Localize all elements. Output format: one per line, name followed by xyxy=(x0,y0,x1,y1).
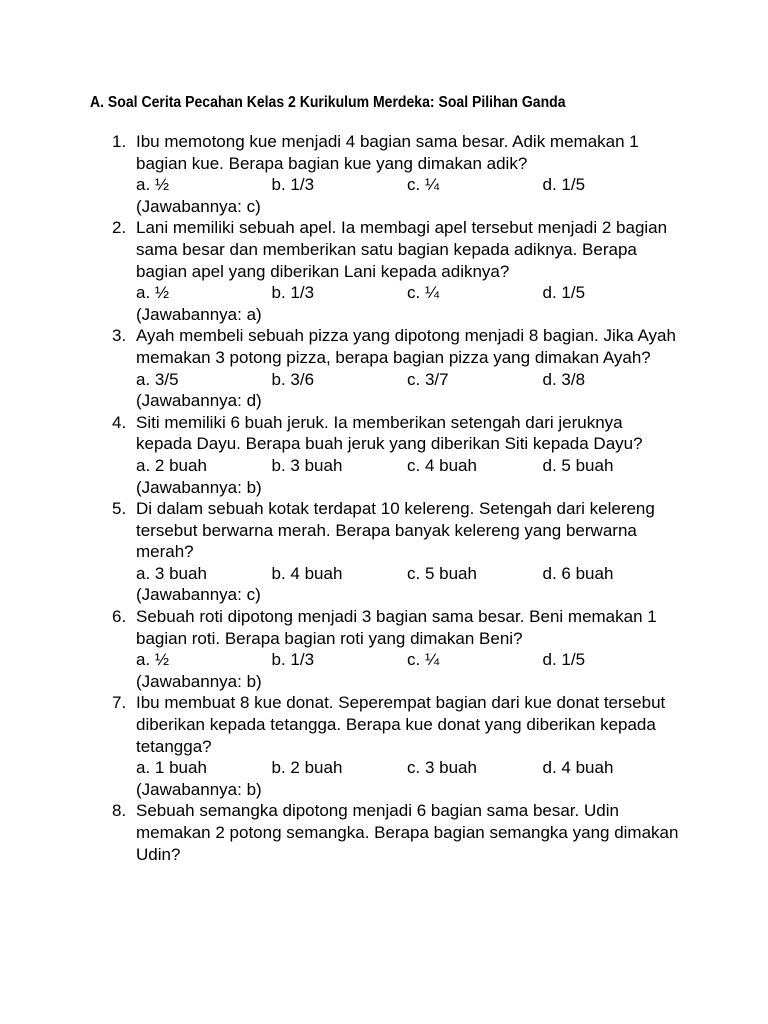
question-text: Ibu membuat 8 kue donat. Seperempat bagian dari kue donat tersebut diberikan kepada tetangga. Berapa kue donat yang diberikan kepada tetangga? xyxy=(136,693,666,756)
question-number: 6. xyxy=(112,607,127,627)
answer-options xyxy=(136,563,682,585)
question-text: Siti memiliki 6 buah jeruk. Ia memberikan setengah dari jeruknya kepada Dayu. Berapa buah jeruk yang diberikan Siti kepada Dayu? xyxy=(136,412,643,454)
question-number: 5. xyxy=(112,499,127,519)
question-text: Ibu memotong kue menjadi 4 bagian sama besar. Adik memakan 1 bagian kue. Berapa bagian kue yang dimakan adik? xyxy=(136,132,639,173)
answer-option: d. 3/8 xyxy=(542,369,586,389)
question-number: 4. xyxy=(112,412,127,432)
answer-options xyxy=(136,369,682,391)
question-number: 8. xyxy=(112,801,127,821)
answer-option: b. 3 buah xyxy=(271,455,343,475)
answer-option: c. 3/7 xyxy=(407,369,449,389)
answer-option: d. 1/5 xyxy=(542,283,586,303)
answer-options xyxy=(136,757,682,779)
answer-option: c. ¼ xyxy=(407,650,440,670)
answer-option: a. 1 buah xyxy=(136,758,207,778)
answer-option: c. 5 buah xyxy=(407,563,477,583)
answer-option: a. 3 buah xyxy=(136,563,207,583)
answer-option: c. 3 buah xyxy=(407,758,477,778)
question-number: 1. xyxy=(112,132,127,151)
answer-options xyxy=(136,282,682,304)
answer-option: b. 1/3 xyxy=(271,650,315,670)
answer-key: (Jawabannya: c) xyxy=(136,585,261,605)
answer-option: d. 4 buah xyxy=(542,758,614,778)
question-item xyxy=(112,412,682,498)
answer-option: a. ½ xyxy=(136,175,170,195)
answer-option: d. 5 buah xyxy=(542,455,614,475)
question-text: Ayah membeli sebuah pizza yang dipotong menjadi 8 bagian. Jika Ayah memakan 3 potong pizza, berapa bagian pizza yang dimakan Ayah? xyxy=(136,326,676,367)
answer-option: b. 1/3 xyxy=(271,283,315,303)
question-text: Di dalam sebuah kotak terdapat 10 kelereng. Setengah dari kelereng tersebut berwarna merah. Berapa banyak kelereng yang berwarna merah? xyxy=(136,499,655,562)
question-item xyxy=(112,131,682,217)
question-item xyxy=(112,325,682,411)
answer-option: c. ¼ xyxy=(407,175,440,195)
answer-option: d. 1/5 xyxy=(542,175,586,195)
question-number: 2. xyxy=(112,218,127,238)
answer-key: (Jawabannya: b) xyxy=(136,779,262,799)
answer-options xyxy=(136,649,682,671)
question-item xyxy=(112,217,682,325)
answer-option: a. ½ xyxy=(136,650,170,670)
answer-key: (Jawabannya: a) xyxy=(136,304,262,324)
answer-options xyxy=(136,455,682,477)
answer-option: c. ¼ xyxy=(407,283,440,303)
question-number: 7. xyxy=(112,693,127,713)
answer-key: (Jawabannya: b) xyxy=(136,477,262,497)
answer-option: a. 2 buah xyxy=(136,455,207,475)
answer-option: b. 1/3 xyxy=(271,175,315,195)
section-heading: A. Soal Cerita Pecahan Kelas 2 Kurikulum Merdeka: Soal Pilihan Ganda xyxy=(90,94,566,111)
answer-option: b. 2 buah xyxy=(271,758,343,778)
answer-option: c. 4 buah xyxy=(407,455,477,475)
answer-option: d. 6 buah xyxy=(542,563,614,583)
answer-key: (Jawabannya: c) xyxy=(136,196,261,216)
question-text: Sebuah roti dipotong menjadi 3 bagian sama besar. Beni memakan 1 bagian roti. Berapa bagian roti yang dimakan Beni? xyxy=(136,607,657,648)
question-item xyxy=(112,606,682,692)
answer-option: b. 4 buah xyxy=(271,563,343,583)
question-list xyxy=(112,131,682,865)
question-item xyxy=(112,498,682,606)
answer-options xyxy=(136,174,682,196)
answer-key: (Jawabannya: d) xyxy=(136,391,262,411)
answer-option: d. 1/5 xyxy=(542,650,586,670)
answer-option: a. ½ xyxy=(136,283,170,303)
question-item xyxy=(112,800,682,865)
question-number: 3. xyxy=(112,326,127,346)
answer-key: (Jawabannya: b) xyxy=(136,671,262,691)
question-text: Lani memiliki sebuah apel. Ia membagi apel tersebut menjadi 2 bagian sama besar dan memberikan satu bagian kepada adiknya. Berapa bagian apel yang diberikan Lani kepada adiknya? xyxy=(136,218,668,281)
question-item xyxy=(112,692,682,800)
answer-option: b. 3/6 xyxy=(271,369,315,389)
answer-option: a. 3/5 xyxy=(136,369,179,389)
question-text: Sebuah semangka dipotong menjadi 6 bagian sama besar. Udin memakan 2 potong semangka. Berapa bagian semangka yang dimakan Udin? xyxy=(136,801,679,864)
